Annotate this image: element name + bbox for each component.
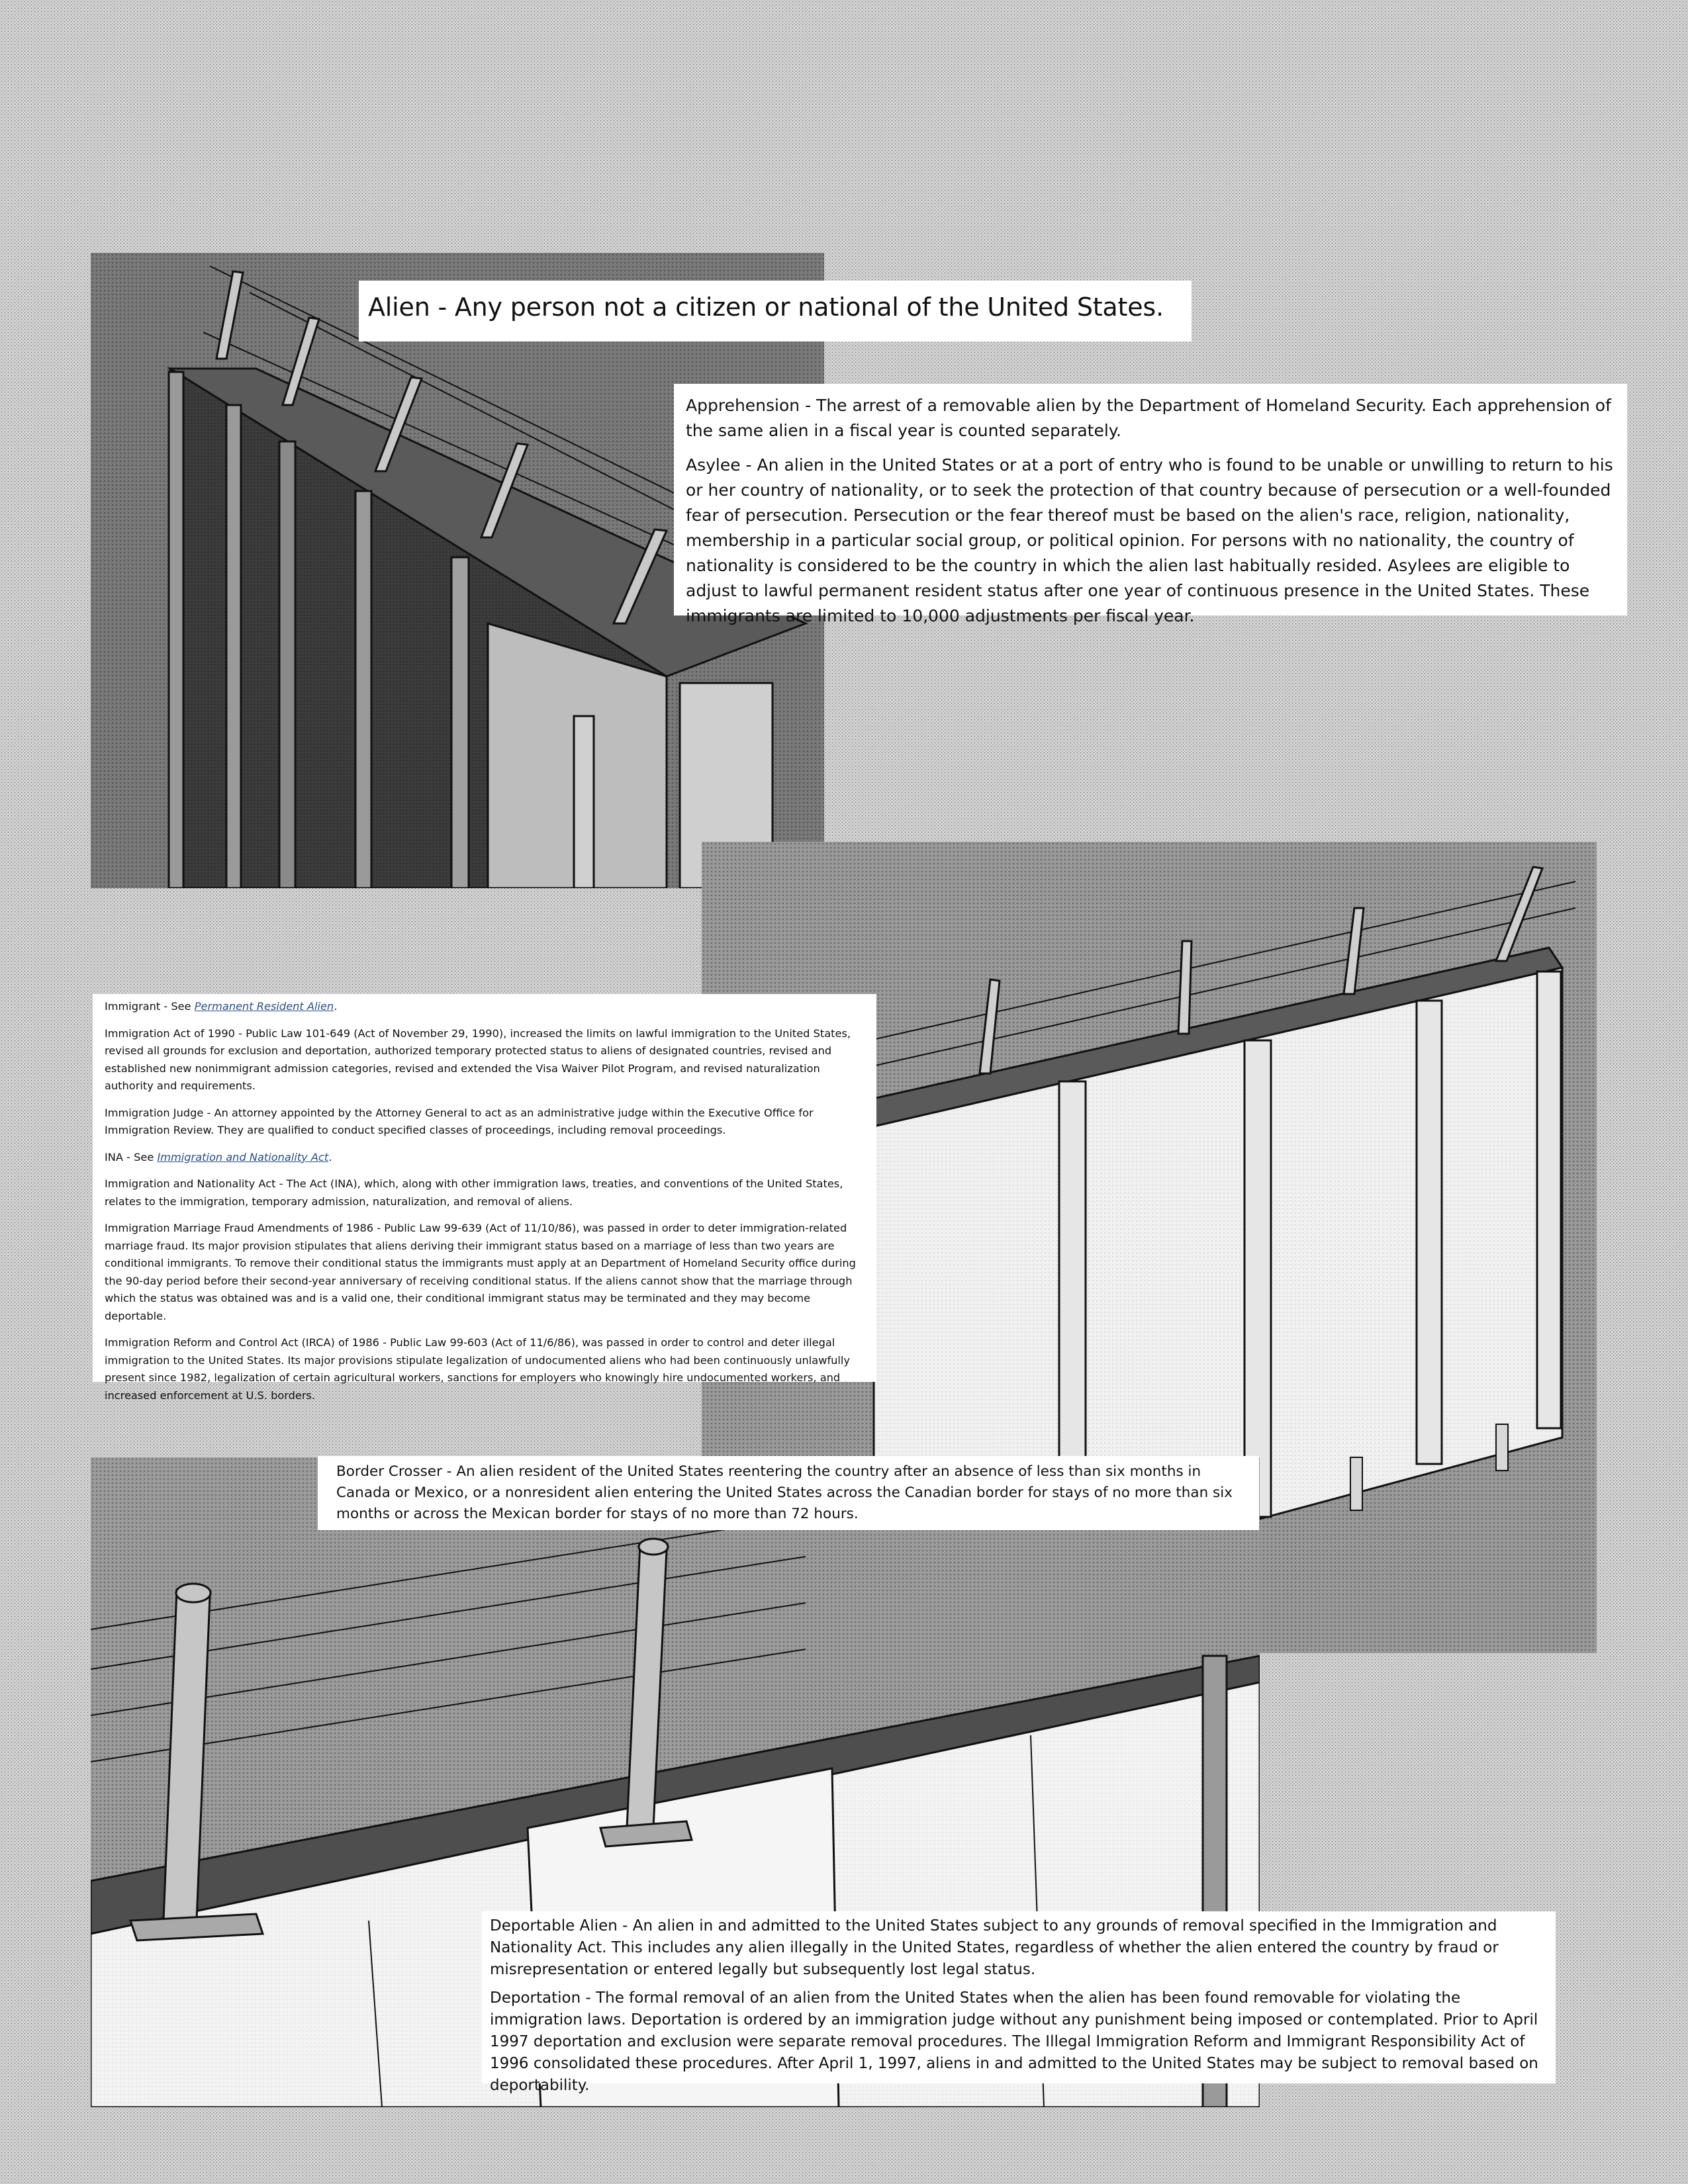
alien-definition-text: - Any person not a citizen or national of the United States. [430,293,1164,322]
ina-act-text: - The Act (INA), which, along with other immigration laws, treaties, and conventions of the United States, relates to the immigration, temporary admission, naturalization, and removal of aliens. [105,1177,843,1208]
immigrant-definition [105,998,863,1016]
ina-see-suffix: . [328,1150,332,1163]
apprehension-definition-text: - The arrest of a removable alien by the Department of Homeland Security. Each apprehension of the same alien in a fiscal year is counted separately. [686,396,1611,440]
ina-act-definition [105,1175,863,1210]
imfa-text: - Public Law 99-639 (Act of 11/10/86), was passed in order to deter immigration-related marriage fraud. Its major provision stipulates that aliens deriving their immigrant status based on a marriage of less than two years are conditional immigrants. To remove their conditional status the immigrants must apply at an Department of Homeland Security office during the 90-day period before their second-year anniversary of receiving conditional status. If the aliens cannot show that the marriage through which the status was obtained was and is a valid one, their conditional immigrant status may be terminated and they may become deportable. [105,1222,856,1322]
term-ina: INA [105,1150,123,1163]
border-crosser-card [318,1456,1259,1530]
term-deportation: Deportation [490,1989,581,2007]
term-irca: Immigration Reform and Control Act (IRCA) of 1986 [105,1336,379,1349]
ina-definition [105,1149,863,1167]
immigration-and-nationality-act-link[interactable]: Immigration and Nationality Act [157,1150,329,1163]
immigrant-see-suffix: . [334,1000,338,1013]
imfa-definition [105,1220,863,1325]
alien-definition-card [359,281,1192,341]
term-immigration-act-1990: Immigration Act of 1990 [105,1026,235,1040]
permanent-resident-alien-link[interactable]: Permanent Resident Alien [194,1000,334,1013]
deportable-alien-definition [490,1915,1545,1981]
term-border-crosser: Border Crosser [336,1463,442,1480]
immigration-judge-text: - An attorney appointed by the Attorney General to act as an administrative judge within the Executive Office for Immigration Review. They are qualified to conduct specified classes of proceedings, including removal proceedings. [105,1106,814,1136]
term-alien: Alien [368,293,430,322]
immigration-act-1990-text: - Public Law 101-649 (Act of November 29, 1990), increased the limits on lawful immigration to the United States, revised all grounds for exclusion and deportation, authorized temporary protected status to aliens of designated countries, revised and established new nonimmigrant admission categories, revised and extended the Visa Waiver Pilot Program, and revised naturalization authority and requirements. [105,1026,851,1092]
asylee-definition-text: - An alien in the United States or at a port of entry who is found to be unable or unwilling to return to his or her country of nationality, or to seek the protection of that country because of persecution or a well-founded fear of persecution. Persecution or the fear thereof must be based on the alien's race, religion, nationality, membership in a particular social group, or political opinion. For persons with no nationality, the country of nationality is considered to be the country in which the alien last habitually resided. Asylees are eligible to adjust to lawful permanent resident status after one year of continuous presence in the United States. These immigrants are limited to 10,000 adjustments per fiscal year. [686,455,1613,625]
immigration-judge-definition [105,1105,863,1140]
ina-see-prefix: - See [122,1150,158,1163]
deportation-terms-card [482,1911,1556,2094]
apprehension-definition [686,393,1617,443]
term-ina-act: Immigration and Nationality Act [105,1177,276,1190]
term-asylee: Asylee [686,455,741,475]
deportation-text: - The formal removal of an alien from the United States when the alien has been found removable for violating the immigration laws. Deportation is ordered by an immigration judge without any punishment being imposed or contemplated. Prior to April 1997 deportation and exclusion were separate removal procedures. The Illegal Immigration Reform and Immigrant Responsibility Act of 1996 consolidated these procedures. After April 1, 1997, aliens in and admitted to the United States may be subject to removal based on deportability. [490,1989,1538,2094]
deportable-alien-text: - An alien in and admitted to the United States subject to any grounds of removal specified in the Immigration and Nationality Act. This includes any alien illegally in the United States, regardless of whether the alien entered the country by fraud or misrepresentation or entered legally but subsequently lost legal status. [490,1917,1499,1978]
irca-definition [105,1334,863,1404]
irca-text: - Public Law 99-603 (Act of 11/6/86), was passed in order to control and deter illegal immigration to the United States. Its major provisions stipulate legalization of undocumented aliens who had been continuously unlawfully present since 1982, legalization of certain agricultural workers, sanctions for employers who knowingly hire undocumented workers, and increased enforcement at U.S. borders. [105,1336,850,1402]
immigration-act-1990-definition [105,1025,863,1095]
term-immigrant: Immigrant [105,1000,161,1013]
immigrant-see-prefix: - See [160,1000,195,1013]
asylee-definition [686,453,1617,629]
term-apprehension: Apprehension [686,396,800,415]
alien-definition [368,293,1184,322]
border-crosser-definition [336,1461,1248,1525]
apprehension-asylee-card [674,384,1627,625]
immigration-terms-card [93,994,876,1402]
term-imfa: Immigration Marriage Fraud Amendments of 1986 [105,1222,374,1234]
border-crosser-text: - An alien resident of the United States reentering the country after an absence of less than six months in Canada or Mexico, or a nonresident alien entering the United States across the Canadian border for stays of no more than six months or across the Mexican border for stays of no more than 72 hours. [336,1463,1233,1522]
term-immigration-judge: Immigration Judge [105,1106,204,1119]
term-deportable-alien: Deportable Alien [490,1917,618,1934]
deportation-definition [490,1987,1545,2097]
